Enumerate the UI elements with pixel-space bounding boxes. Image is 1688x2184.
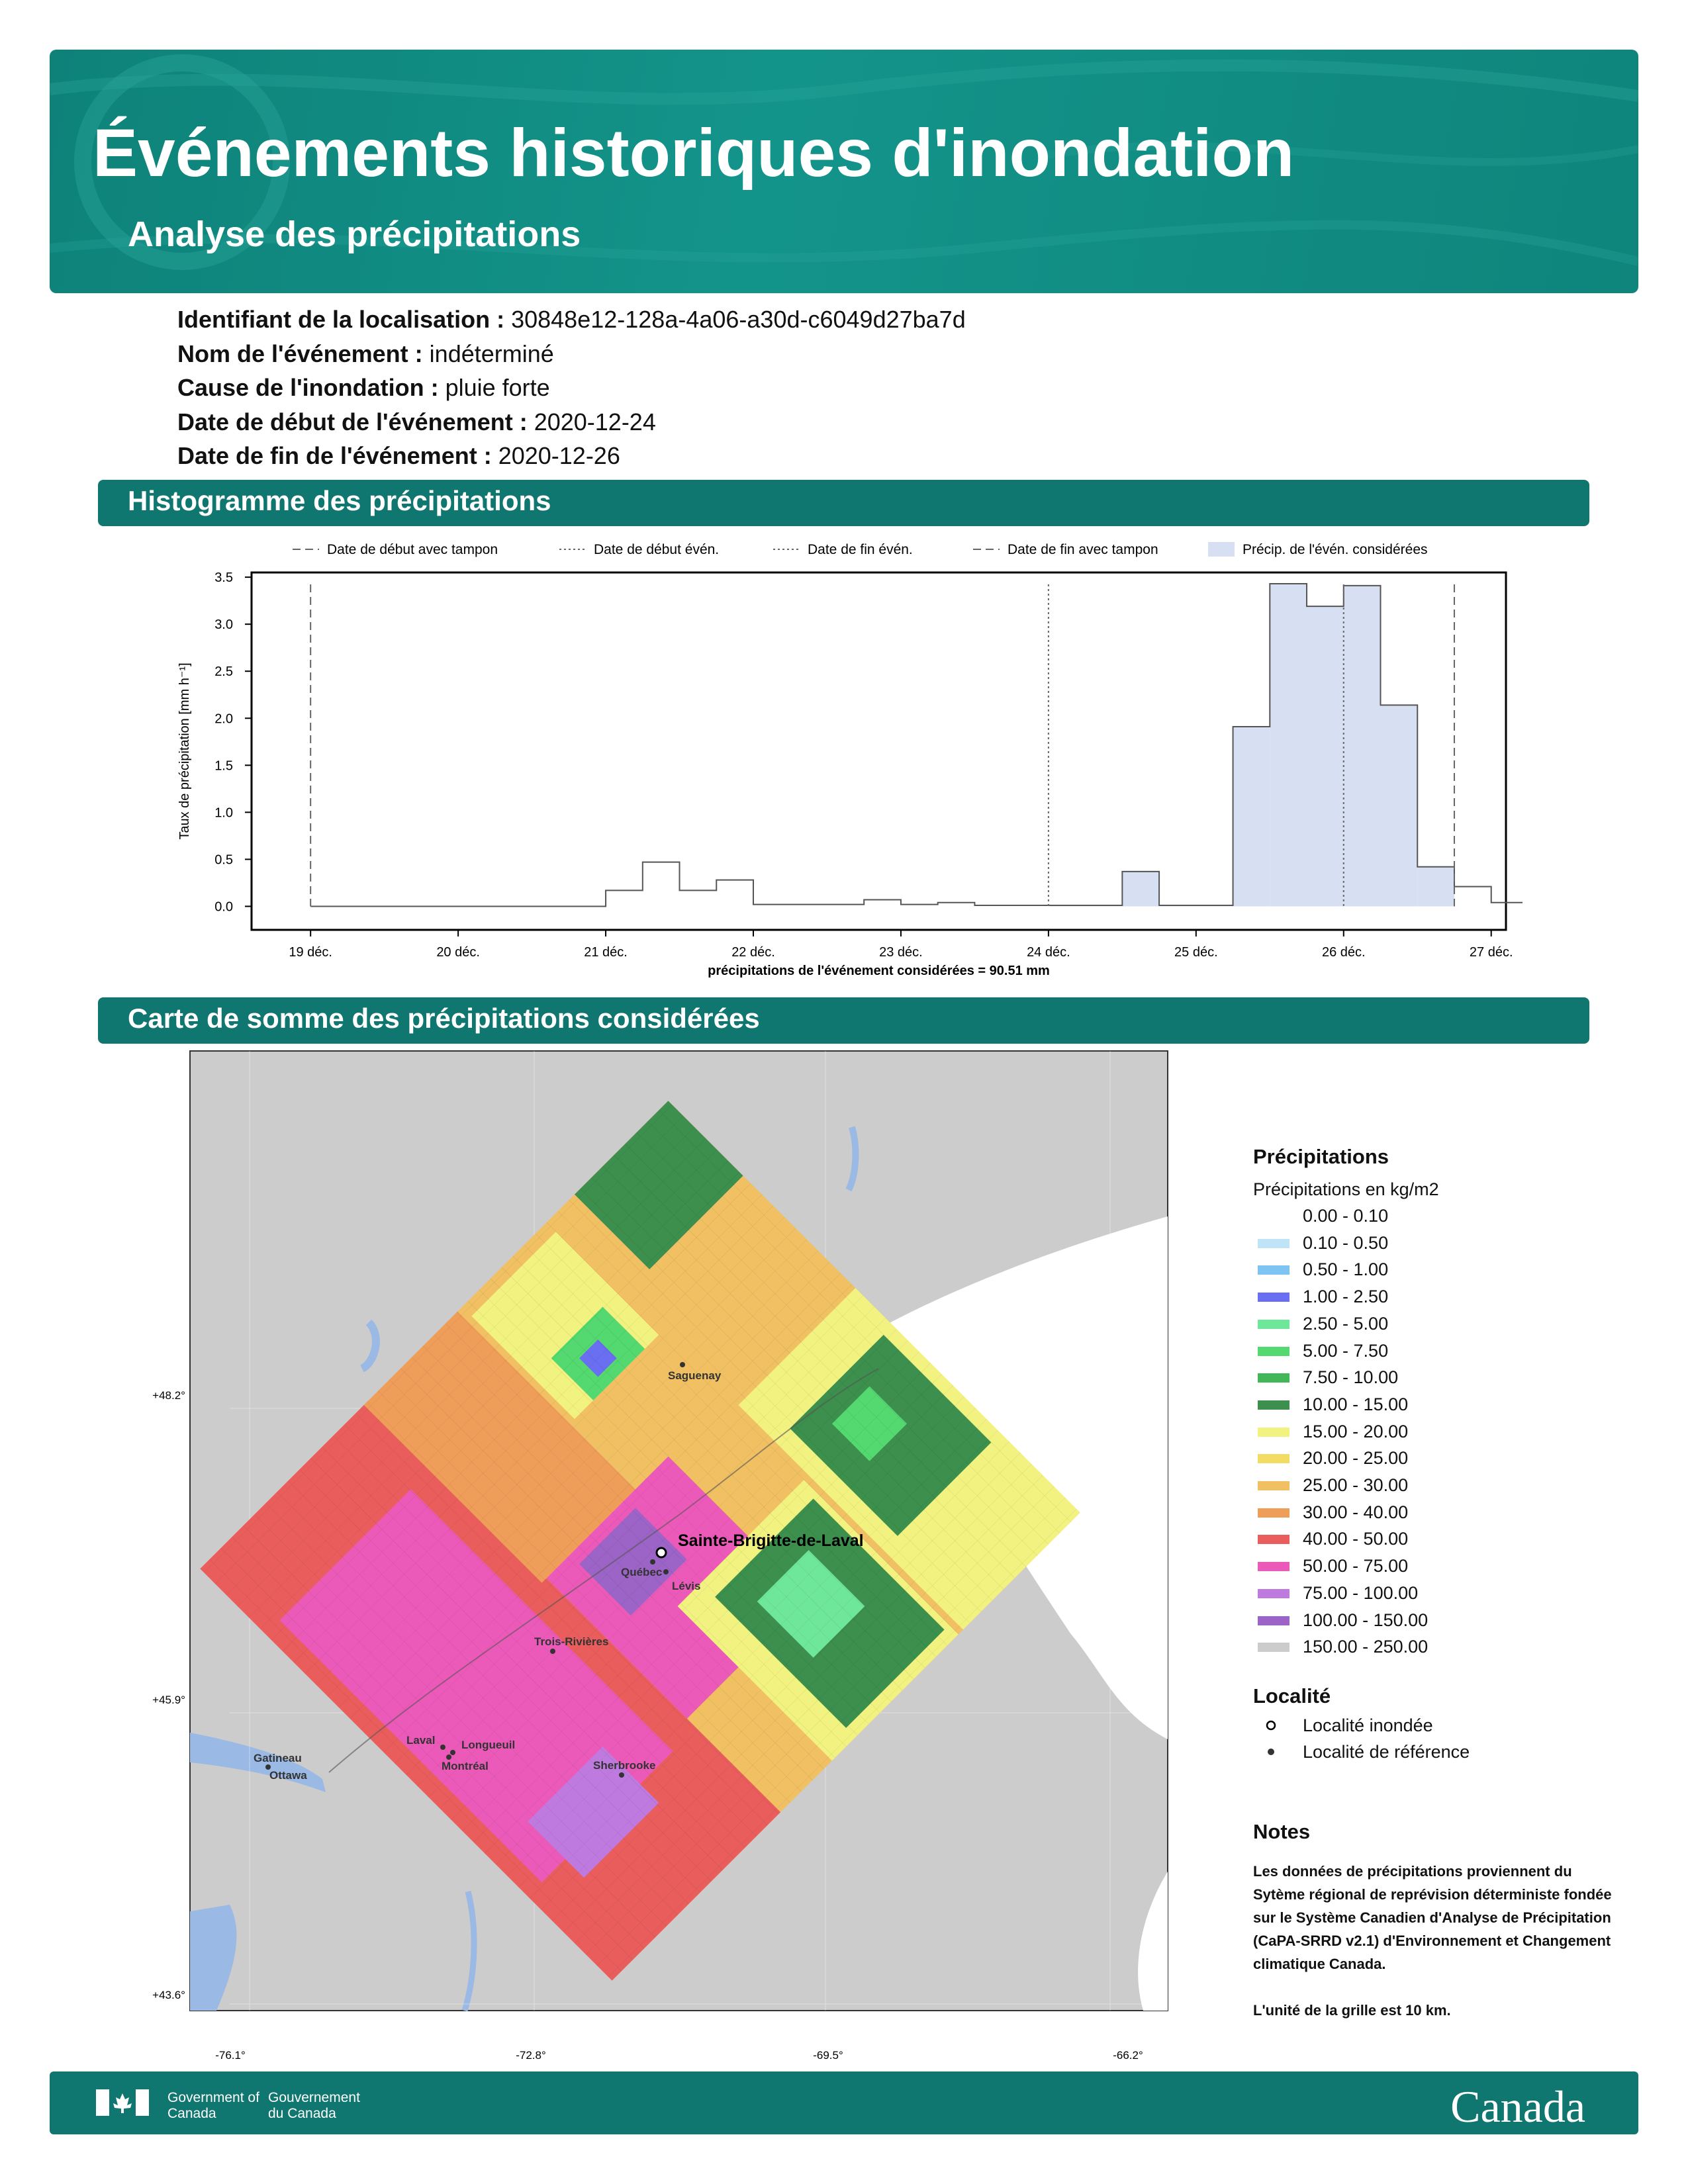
flooded-locality-label: Sainte-Brigitte-de-Laval	[678, 1531, 864, 1550]
legend-label: Date de début évén.	[594, 542, 720, 557]
legend-swatch	[1258, 1562, 1289, 1571]
x-tick-label: 22 déc.	[731, 945, 775, 960]
section-header-histogram	[98, 480, 1589, 526]
x-tick-label: 20 déc.	[436, 945, 480, 960]
legend-swatch	[1258, 1239, 1289, 1248]
y-axis-label: Taux de précipitation [mm h⁻¹]	[177, 662, 192, 840]
legend-swatch	[1258, 1535, 1289, 1544]
legend-reference-label: Localité de référence	[1303, 1742, 1470, 1762]
lon-label: -72.8°	[516, 2049, 546, 2062]
legend-swatch	[1258, 1212, 1289, 1221]
y-tick-label: 1.5	[214, 758, 233, 774]
canada-wordmark: Canada	[1450, 2081, 1585, 2132]
legend-swatch	[1258, 1347, 1289, 1356]
legend-class-label: 0.10 - 0.50	[1303, 1232, 1389, 1253]
legend-class-label: 0.50 - 1.00	[1303, 1259, 1389, 1280]
footer	[50, 2071, 1638, 2134]
legend-class-label: 30.00 - 40.00	[1303, 1502, 1409, 1522]
lat-label: +48.2°	[152, 1389, 185, 1402]
reference-locality-label: Sherbrooke	[593, 1759, 656, 1772]
info-label: Cause de l'inondation :	[177, 374, 439, 401]
info-end-date	[177, 442, 620, 470]
canada-flag-icon	[96, 2089, 149, 2116]
reference-locality-label: Saguenay	[668, 1369, 722, 1382]
info-label: Date de début de l'événement :	[177, 408, 528, 435]
histogram-bar	[1344, 586, 1381, 907]
lat-label: +43.6°	[152, 1989, 185, 2001]
legend-class-label: 15.00 - 20.00	[1303, 1421, 1409, 1441]
legend-swatch	[1258, 1428, 1289, 1437]
reference-locality-marker	[550, 1649, 555, 1654]
legend-flooded-label: Localité inondée	[1303, 1715, 1433, 1735]
legend-class-label: 150.00 - 250.00	[1303, 1637, 1429, 1657]
locality-legend-title: Localité	[1253, 1684, 1331, 1707]
notes-body: Les données de précipitations proviennent du Sytème régional de reprévision déterministe fondée sur le Système Canadien d'Analyse de Précipitation (CaPA-SRRD v2.1) d'Environnement et Changement climatique Canada.	[1253, 1863, 1612, 1972]
y-tick-label: 3.0	[214, 617, 233, 633]
legend-class-label: 50.00 - 75.00	[1303, 1556, 1409, 1576]
info-value: 2020-12-26	[498, 442, 620, 469]
x-tick-label: 24 déc.	[1027, 945, 1070, 960]
section-header-map	[98, 997, 1589, 1044]
reference-locality-marker	[619, 1772, 624, 1778]
legend-swatch	[1258, 1320, 1289, 1329]
page-subtitle: Analyse des précipitations	[128, 214, 581, 254]
info-flood-cause	[177, 374, 550, 402]
notes-text	[1253, 1860, 1624, 2022]
header-banner	[50, 50, 1638, 293]
gov-fr: Gouvernement du Canada	[268, 2090, 360, 2121]
legend-swatch	[1258, 1454, 1289, 1463]
legend-class-label: 2.50 - 5.00	[1303, 1313, 1389, 1334]
info-value: indéterminé	[429, 340, 554, 367]
x-tick-label: 21 déc.	[584, 945, 628, 960]
info-value: 30848e12-128a-4a06-a30d-c6049d27ba7d	[511, 306, 966, 333]
x-axis-label: précipitations de l'événement considérées = 90.51 mm	[708, 964, 1050, 978]
y-tick-label: 2.5	[214, 664, 233, 680]
x-tick-label: 27 déc.	[1469, 945, 1513, 960]
histogram-bar	[1417, 867, 1454, 907]
legend-title: Précipitations	[1253, 1145, 1389, 1168]
reference-locality-label: Longueuil	[461, 1739, 516, 1751]
info-location-id	[177, 306, 966, 334]
legend-class-label: 0.00 - 0.10	[1303, 1206, 1389, 1226]
legend-swatch	[1258, 1265, 1289, 1275]
lat-label: +45.9°	[152, 1694, 185, 1706]
flooded-locality-marker	[657, 1548, 666, 1557]
histogram-bar	[1307, 606, 1344, 906]
legend-class-label: 7.50 - 10.00	[1303, 1367, 1399, 1388]
legend-swatch	[1258, 1643, 1289, 1652]
legend-class-label: 100.00 - 150.00	[1303, 1610, 1429, 1630]
info-label: Identifiant de la localisation :	[177, 306, 505, 333]
legend-swatch	[1258, 1508, 1289, 1518]
y-tick-label: 1.0	[214, 805, 233, 821]
precipitation-histogram	[132, 529, 1523, 993]
legend-class-label: 75.00 - 100.00	[1303, 1582, 1419, 1603]
legend-label: Date de fin évén.	[808, 542, 913, 557]
x-tick-label: 26 déc.	[1321, 945, 1366, 960]
x-tick-label: 19 déc.	[289, 945, 332, 960]
reference-locality-marker	[650, 1559, 655, 1565]
legend-subtitle: Précipitations en kg/m2	[1253, 1179, 1439, 1199]
lon-label: -66.2°	[1113, 2049, 1143, 2062]
lon-label: -76.1°	[215, 2049, 246, 2062]
legend-class-label: 40.00 - 50.00	[1303, 1529, 1409, 1549]
reference-locality-label: Trois-Rivières	[534, 1635, 609, 1648]
info-start-date	[177, 408, 656, 436]
histogram-bar	[1381, 705, 1418, 906]
legend-swatch	[1208, 542, 1235, 557]
histogram-bar	[1233, 727, 1270, 906]
reference-locality-marker	[680, 1362, 685, 1367]
section-title: Histogramme des précipitations	[128, 485, 551, 516]
info-value: pluie forte	[445, 374, 550, 401]
legend-class-label: 25.00 - 30.00	[1303, 1475, 1409, 1495]
legend-class-label: 1.00 - 2.50	[1303, 1287, 1389, 1307]
y-tick-label: 2.0	[214, 711, 233, 727]
legend-label: Date de fin avec tampon	[1008, 542, 1158, 557]
reference-locality-marker	[450, 1750, 455, 1755]
info-value: 2020-12-24	[534, 408, 656, 435]
y-tick-label: 0.5	[214, 852, 233, 868]
y-tick-label: 3.5	[214, 570, 233, 586]
gov-en: Government of Canada	[167, 2090, 259, 2121]
reference-locality-label: Montréal	[442, 1760, 489, 1772]
reference-locality-label: Laval	[406, 1734, 436, 1747]
legend-swatch	[1258, 1481, 1289, 1490]
notes-title: Notes	[1253, 1820, 1311, 1843]
legend-class-label: 5.00 - 7.50	[1303, 1340, 1389, 1361]
legend-class-label: 20.00 - 25.00	[1303, 1448, 1409, 1469]
x-tick-label: 23 déc.	[879, 945, 923, 960]
reference-locality-label: Lévis	[672, 1580, 701, 1592]
flooded-locality-icon	[1264, 1719, 1278, 1732]
legend-swatch	[1258, 1616, 1289, 1625]
legend-swatch	[1258, 1293, 1289, 1302]
lon-label: -69.5°	[813, 2049, 843, 2062]
section-title: Carte de somme des précipitations considérées	[128, 1003, 760, 1034]
x-tick-label: 25 déc.	[1174, 945, 1218, 960]
reference-locality-label: Ottawa	[269, 1769, 307, 1782]
histogram-bar	[1270, 584, 1307, 906]
legend-swatch	[1258, 1400, 1289, 1410]
legend-swatch	[1258, 1373, 1289, 1383]
notes-grid-unit: L'unité de la grille est 10 km.	[1253, 2002, 1451, 2019]
legend-swatch	[1258, 1589, 1289, 1598]
reference-locality-marker	[446, 1754, 451, 1760]
reference-locality-icon	[1264, 1745, 1278, 1758]
legend-label: Précip. de l'évén. considérées	[1243, 542, 1428, 557]
legend-class-label: 10.00 - 15.00	[1303, 1394, 1409, 1414]
info-label: Nom de l'événement :	[177, 340, 423, 367]
reference-locality-label: Québec	[621, 1566, 663, 1578]
page-title: Événements historiques d'inondation	[93, 115, 1295, 191]
reference-locality-marker	[663, 1569, 669, 1574]
reference-locality-label: Gatineau	[254, 1752, 302, 1764]
y-tick-label: 0.0	[214, 899, 233, 915]
info-label: Date de fin de l'événement :	[177, 442, 492, 469]
reference-locality-marker	[440, 1745, 445, 1750]
histogram-bar	[1122, 872, 1159, 907]
info-event-name	[177, 340, 554, 368]
legend-label: Date de début avec tampon	[327, 542, 498, 557]
precipitation-map	[119, 1046, 1178, 2065]
